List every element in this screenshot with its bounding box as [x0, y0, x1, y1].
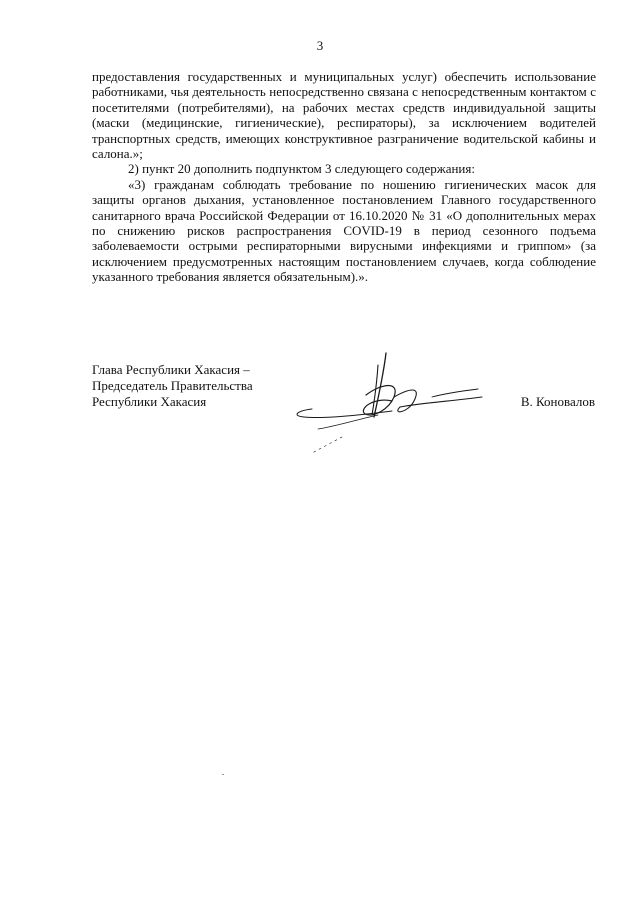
- scan-speck: [222, 774, 224, 775]
- document-body: [92, 69, 596, 285]
- signatory-title: [92, 362, 253, 410]
- signatory-title-line: Председатель Правительства: [92, 378, 253, 393]
- signatory-title-line: Республики Хакасия: [92, 394, 207, 409]
- paragraph-amendment-item-2: 2) пункт 20 дополнить подпунктом 3 следующего содержания:: [128, 161, 475, 177]
- signatory-name: В. Коновалов: [520, 394, 595, 409]
- paragraph-subitem-3-text: «3) гражданам соблюдать требование по ношению гигиенических масок для защиты органов дыхания, установленное постановлением Главного государственного санитарного врача Российской Федерации от 16.10.2020 № 31 «О дополнительных мерах по снижению рисков распространения COVID-19 в период сезонного подъема заболеваемости острыми респираторными вирусными инфекциями и гриппом» (за исключением предусмотренных настоящим постановлением случаев, когда соблюдение указанного требования является обязательным).».: [92, 176, 596, 285]
- signatory-title-line: Глава Республики Хакасия –: [92, 362, 250, 377]
- page-number: 3: [316, 38, 324, 53]
- handwritten-signature: [282, 345, 502, 465]
- paragraph-continuation: предоставления государственных и муниципальных услуг) обеспечить использование работниками, чья деятельность непосредственно связана с непосредственным контактом с посетителями (потребителями), на рабочих местах средств индивидуальной защиты (маски (медицинские, гигиенические), респираторы), за исключением водителей транспортных средств, имеющих конструктивное разграничение водительской кабины и салона.»;: [92, 69, 596, 162]
